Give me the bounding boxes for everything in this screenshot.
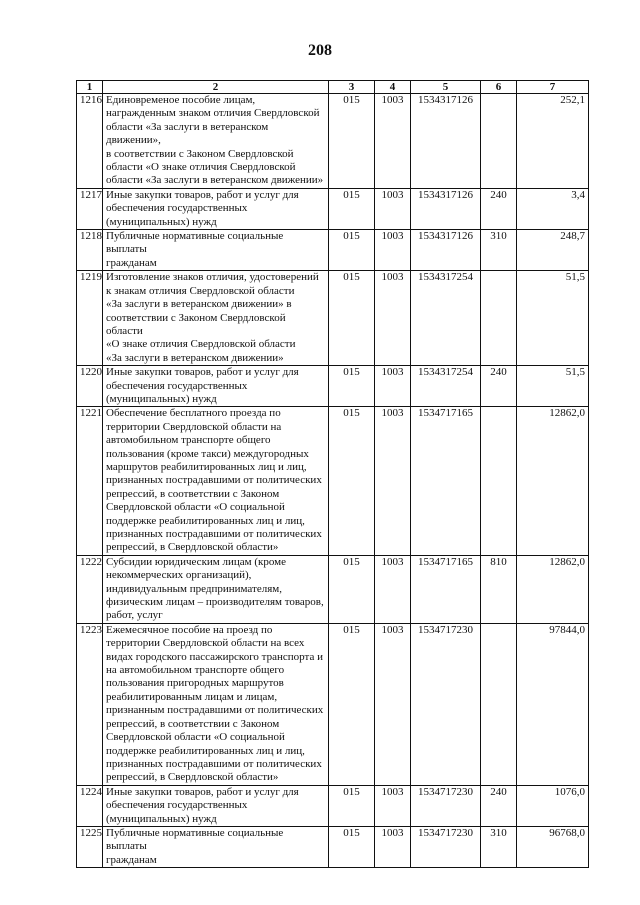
row-description-cell (103, 826, 329, 867)
description-line: репрессий, в соответствии с Законом (106, 487, 280, 500)
department-code-cell: 015 (329, 623, 375, 785)
description-line: награжденным знаком отличия Свердловской (106, 107, 320, 120)
description-line: области «За заслуги в ветеранском движении» (106, 174, 324, 187)
description-line: видах городского пассажирского транспорта и (106, 650, 323, 663)
description-line: Единовременое пособие лицам, (106, 94, 256, 106)
table-body (77, 94, 589, 868)
budget-table (76, 80, 589, 868)
description-line: реабилитированным лицам и лицам, (106, 690, 278, 703)
amount-cell: 1076,0 (517, 785, 589, 826)
department-code-cell: 015 (329, 366, 375, 407)
description-line: (муниципальных) нужд (106, 812, 217, 825)
row-number-cell: 1220 (77, 366, 103, 407)
description-line: признанных пострадавшими от политических (106, 528, 322, 540)
description-line: Обеспечение бесплатного проезда по (106, 407, 281, 420)
table-row (77, 623, 589, 785)
description-line: Иные закупки товаров, работ и услуг для (106, 188, 299, 201)
target-article-cell: 1534317126 (411, 94, 481, 189)
amount-cell: 12862,0 (517, 407, 589, 555)
description-line: Изготовление знаков отличия, удостоверений (106, 271, 319, 284)
description-line: поддержке реабилитированных лиц и лиц, (106, 744, 305, 757)
row-number-cell: 1217 (77, 188, 103, 229)
description-line: (муниципальных) нужд (106, 392, 217, 405)
amount-cell: 12862,0 (517, 555, 589, 623)
row-description-cell (103, 188, 329, 229)
department-code-cell: 015 (329, 188, 375, 229)
amount-cell: 248,7 (517, 230, 589, 271)
target-article-cell: 1534717230 (411, 623, 481, 785)
expense-type-cell: 240 (481, 785, 517, 826)
row-description-cell (103, 407, 329, 555)
table-row (77, 366, 589, 407)
section-code-cell: 1003 (375, 555, 411, 623)
description-line: обеспечения государственных (106, 799, 248, 812)
department-code-cell: 015 (329, 230, 375, 271)
column-header: 3 (329, 81, 375, 94)
table-row (77, 230, 589, 271)
expense-type-cell (481, 94, 517, 189)
description-line: поддержке реабилитированных лиц и лиц, (106, 514, 305, 527)
description-line: территории Свердловской области на (106, 420, 282, 433)
target-article-cell: 1534317254 (411, 271, 481, 366)
description-line: физическим лицам – производителям товаров, (106, 596, 324, 609)
target-article-cell: 1534317254 (411, 366, 481, 407)
department-code-cell: 015 (329, 785, 375, 826)
amount-cell: 97844,0 (517, 623, 589, 785)
target-article-cell: 1534717165 (411, 555, 481, 623)
target-article-cell: 1534317126 (411, 188, 481, 229)
description-line: области «За заслуги в ветеранском движении», (106, 120, 269, 147)
amount-cell: 51,5 (517, 366, 589, 407)
description-line: признанных пострадавшими от политических (106, 757, 322, 770)
row-number-cell: 1218 (77, 230, 103, 271)
description-line: территории Свердловской области на всех (106, 637, 305, 650)
expense-type-cell (481, 623, 517, 785)
description-line: репрессий, в Свердловской области» (106, 541, 279, 554)
section-code-cell: 1003 (375, 230, 411, 271)
description-line: в соответствии с Законом Свердловской (106, 147, 294, 160)
column-header: 5 (411, 81, 481, 94)
description-line: Публичные нормативные социальные выплаты (106, 230, 284, 256)
department-code-cell: 015 (329, 271, 375, 366)
section-code-cell: 1003 (375, 188, 411, 229)
description-line: (муниципальных) нужд (106, 215, 217, 228)
row-description-cell (103, 271, 329, 366)
description-line: «За заслуги в ветеранском движении» в (106, 298, 292, 311)
column-header: 1 (77, 81, 103, 94)
row-number-cell: 1221 (77, 407, 103, 555)
expense-type-cell: 310 (481, 826, 517, 867)
expense-type-cell (481, 407, 517, 555)
amount-cell: 3,4 (517, 188, 589, 229)
description-line: маршрутов реабилитированных лиц и лиц, (106, 460, 307, 473)
expense-type-cell: 810 (481, 555, 517, 623)
target-article-cell: 1534317126 (411, 230, 481, 271)
section-code-cell: 1003 (375, 826, 411, 867)
row-number-cell: 1223 (77, 623, 103, 785)
row-number-cell: 1219 (77, 271, 103, 366)
amount-cell: 252,1 (517, 94, 589, 189)
description-line: обеспечения государственных (106, 202, 248, 215)
description-line: Субсидии юридическим лицам (кроме (106, 555, 287, 568)
description-line: Иные закупки товаров, работ и услуг для (106, 366, 299, 379)
description-line: Иные закупки товаров, работ и услуг для (106, 785, 299, 798)
department-code-cell: 015 (329, 407, 375, 555)
description-line: к знакам отличия Свердловской области (106, 284, 295, 297)
amount-cell: 96768,0 (517, 826, 589, 867)
description-line: некоммерческих организаций), (106, 569, 252, 582)
expense-type-cell: 310 (481, 230, 517, 271)
row-description-cell (103, 623, 329, 785)
department-code-cell: 015 (329, 555, 375, 623)
description-line: работ, услуг (106, 609, 163, 622)
column-header: 2 (103, 81, 329, 94)
department-code-cell: 015 (329, 94, 375, 189)
row-number-cell: 1222 (77, 555, 103, 623)
section-code-cell: 1003 (375, 785, 411, 826)
section-code-cell: 1003 (375, 407, 411, 555)
description-line: соответствии с Законом Свердловской области (106, 311, 286, 337)
description-line: автомобильном транспорте общего (106, 434, 271, 447)
table-header-row (77, 81, 589, 94)
description-line: Ежемесячное пособие на проезд по (106, 623, 273, 636)
table-row (77, 271, 589, 366)
expense-type-cell: 240 (481, 188, 517, 229)
table-row (77, 188, 589, 229)
description-line: репрессий, в соответствии с Законом (106, 717, 280, 730)
column-header: 7 (517, 81, 589, 94)
expense-type-cell (481, 271, 517, 366)
target-article-cell: 1534717230 (411, 826, 481, 867)
description-line: пользования (кроме такси) междугородных (106, 447, 309, 460)
page-number: 208 (308, 42, 332, 59)
target-article-cell: 1534717165 (411, 407, 481, 555)
table-row (77, 407, 589, 555)
row-description-cell (103, 366, 329, 407)
section-code-cell: 1003 (375, 271, 411, 366)
description-line: на автомобильном транспорте общего (106, 664, 285, 677)
expense-type-cell: 240 (481, 366, 517, 407)
table-row (77, 785, 589, 826)
table-row (77, 826, 589, 867)
description-line: Свердловской области «О социальной (106, 501, 285, 514)
description-line: области «О знаке отличия Свердловской (106, 161, 296, 174)
column-header: 4 (375, 81, 411, 94)
description-line: репрессий, в Свердловской области» (106, 771, 279, 784)
description-line: индивидуальным предпринимателям, (106, 582, 282, 595)
amount-cell: 51,5 (517, 271, 589, 366)
row-description-cell (103, 785, 329, 826)
section-code-cell: 1003 (375, 623, 411, 785)
row-number-cell: 1225 (77, 826, 103, 867)
row-description-cell (103, 94, 329, 189)
row-number-cell: 1224 (77, 785, 103, 826)
column-header: 6 (481, 81, 517, 94)
row-description-cell (103, 555, 329, 623)
description-line: гражданам (106, 853, 157, 866)
row-number-cell: 1216 (77, 94, 103, 189)
description-line: «О знаке отличия Свердловской области (106, 338, 296, 351)
table-row (77, 555, 589, 623)
description-line: Свердловской области «О социальной (106, 731, 285, 744)
description-line: признанных пострадавшими от политических (106, 474, 322, 487)
description-line: пользования пригородных маршрутов (106, 677, 284, 690)
table-row (77, 94, 589, 189)
description-line: признанным пострадавшими от политических (106, 704, 324, 717)
description-line: обеспечения государственных (106, 379, 248, 392)
row-description-cell (103, 230, 329, 271)
target-article-cell: 1534717230 (411, 785, 481, 826)
section-code-cell: 1003 (375, 366, 411, 407)
description-line: «За заслуги в ветеранском движении» (106, 351, 284, 364)
department-code-cell: 015 (329, 826, 375, 867)
description-line: гражданам (106, 256, 157, 269)
section-code-cell: 1003 (375, 94, 411, 189)
description-line: Публичные нормативные социальные выплаты (106, 826, 284, 853)
